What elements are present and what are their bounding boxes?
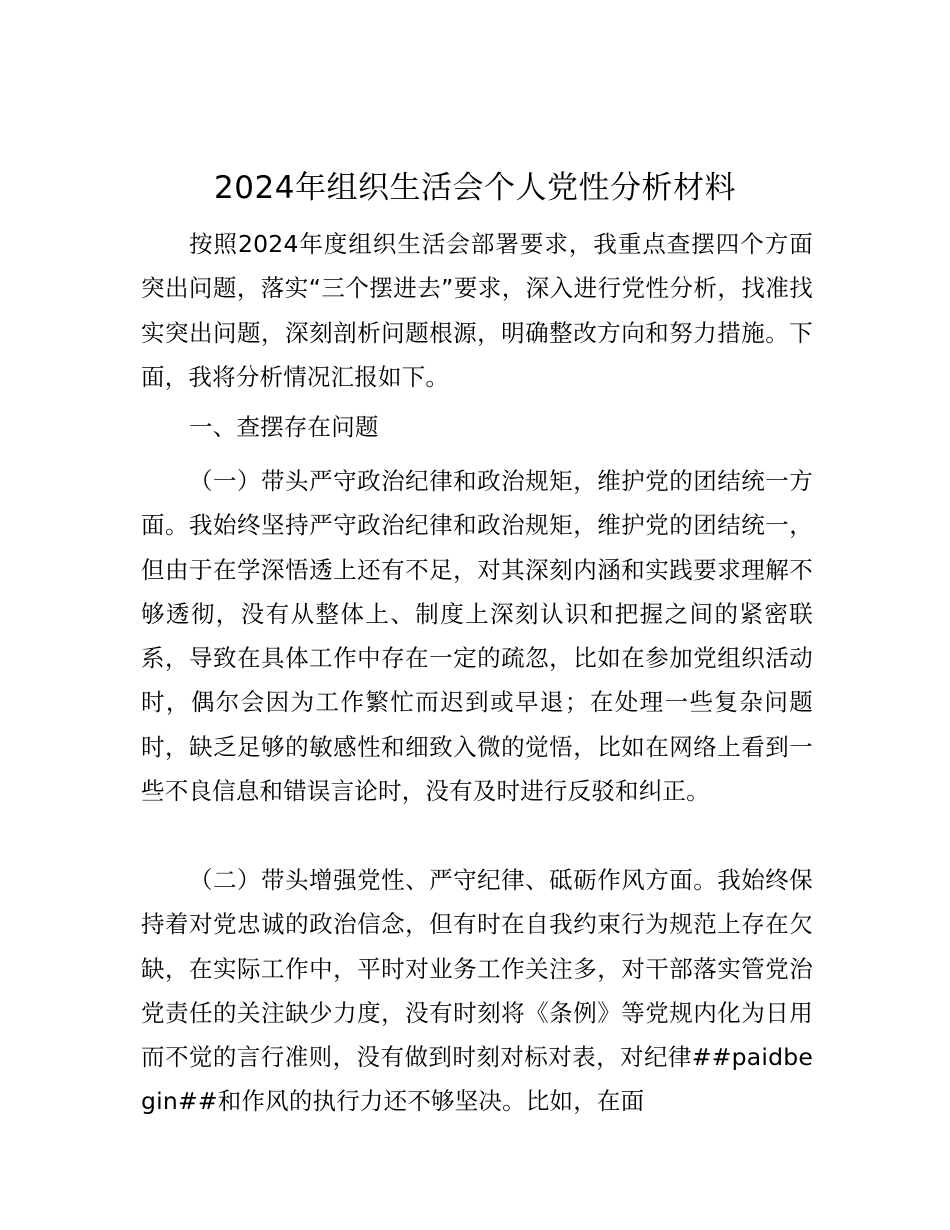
section-heading: 一、查摆存在问题 [189, 413, 379, 441]
body-paragraph-2: （二）带头增强党性、严守纪律、砥砺作风方面。我始终保持着对党忠诚的政治信念，但有时在自我约束行为规范上存在欠缺，在实际工作中，平时对业务工作关注多，对干部落实管党治党责任的关注缺少力度，没有时刻将《条例》等党规内化为日用而不觉的言行准则，没有做到时刻对标对表，对纪律##paidbegin##和作风的执行力还不够坚决。比如，在面 [141, 866, 813, 1116]
document-title: 2024年组织生活会个人党性分析材料 [214, 170, 736, 206]
body-paragraph-1: （一）带头严守政治纪律和政治规矩，维护党的团结统一方面。我始终坚持严守政治纪律和政治规矩，维护党的团结统一，但由于在学深悟透上还有不足，对其深刻内涵和实践要求理解不够透彻，没有从整体上、制度上深刻认识和把握之间的紧密联系，导致在具体工作中存在一定的疏忽，比如在参加党组织活动时，偶尔会因为工作繁忙而迟到或早退；在处理一些复杂问题时，缺乏足够的敏感性和细致入微的觉悟，比如在网络上看到一些不良信息和错误言论时，没有及时进行反驳和纠正。 [141, 467, 813, 806]
intro-paragraph: 按照2024年度组织生活会部署要求，我重点查摆四个方面突出问题，落实“三个摆进去”要求，深入进行党性分析，找准找实突出问题，深刻剖析问题根源，明确整改方向和努力措施。下面，我将分析情况汇报如下。 [141, 230, 813, 391]
